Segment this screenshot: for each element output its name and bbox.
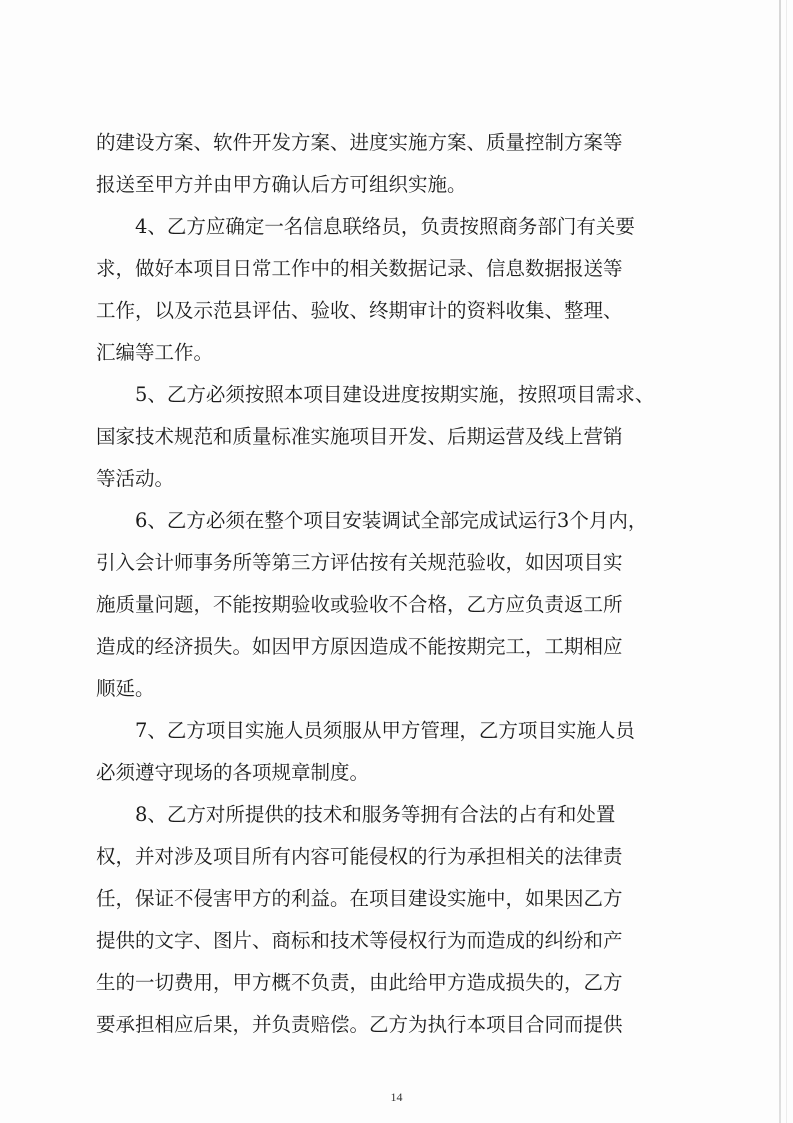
- text-line-5: 工作，以及示范县评估、验收、终期审计的资料收集、整理、: [96, 299, 623, 322]
- page-number: 14: [390, 1090, 403, 1104]
- text-line-6: 汇编等工作。: [96, 341, 214, 364]
- text-line-20: 提供的文字、图片、商标和技术等侵权行为而造成的纠纷和产: [96, 929, 623, 952]
- text-line-14: 顺延。: [96, 677, 155, 700]
- text-line-10: 6、乙方必须在整个项目安装调试全部完成试运行3个月内，: [135, 509, 648, 532]
- text-line-2: 报送至甲方并由甲方确认后方可组织实施。: [96, 173, 467, 196]
- text-line-7: 5、乙方必须按照本项目建设进度按期实施，按照项目需求、: [135, 383, 655, 406]
- text-line-15: 7、乙方项目实施人员须服从甲方管理，乙方项目实施人员: [135, 719, 635, 742]
- text-line-4: 求，做好本项目日常工作中的相关数据记录、信息数据报送等: [96, 257, 623, 280]
- text-line-11: 引入会计师事务所等第三方评估按有关规范验收，如因项目实: [96, 551, 623, 574]
- text-line-22: 要承担相应后果，并负责赔偿。乙方为执行本项目合同而提供: [96, 1013, 623, 1036]
- text-line-13: 造成的经济损失。如因甲方原因造成不能按期完工，工期相应: [96, 635, 623, 658]
- text-line-3: 4、乙方应确定一名信息联络员，负责按照商务部门有关要: [135, 215, 635, 238]
- scan-edge-line: [786, 0, 787, 1123]
- text-line-18: 权，并对涉及项目所有内容可能侵权的行为承担相关的法律责: [96, 845, 623, 868]
- text-line-17: 8、乙方对所提供的技术和服务等拥有合法的占有和处置: [135, 803, 616, 826]
- text-line-1: 的建设方案、软件开发方案、进度实施方案、质量控制方案等: [96, 131, 623, 154]
- text-line-9: 等活动。: [96, 467, 175, 490]
- text-line-12: 施质量问题，不能按期验收或验收不合格，乙方应负责返工所: [96, 593, 623, 616]
- text-line-21: 生的一切费用，甲方概不负责，由此给甲方造成损失的，乙方: [96, 971, 623, 994]
- scan-edge-shadow: [779, 0, 781, 1123]
- text-line-16: 必须遵守现场的各项规章制度。: [96, 761, 370, 784]
- text-line-8: 国家技术规范和质量标准实施项目开发、后期运营及线上营销: [96, 425, 623, 448]
- text-line-19: 任，保证不侵害甲方的利益。在项目建设实施中，如果因乙方: [96, 887, 623, 910]
